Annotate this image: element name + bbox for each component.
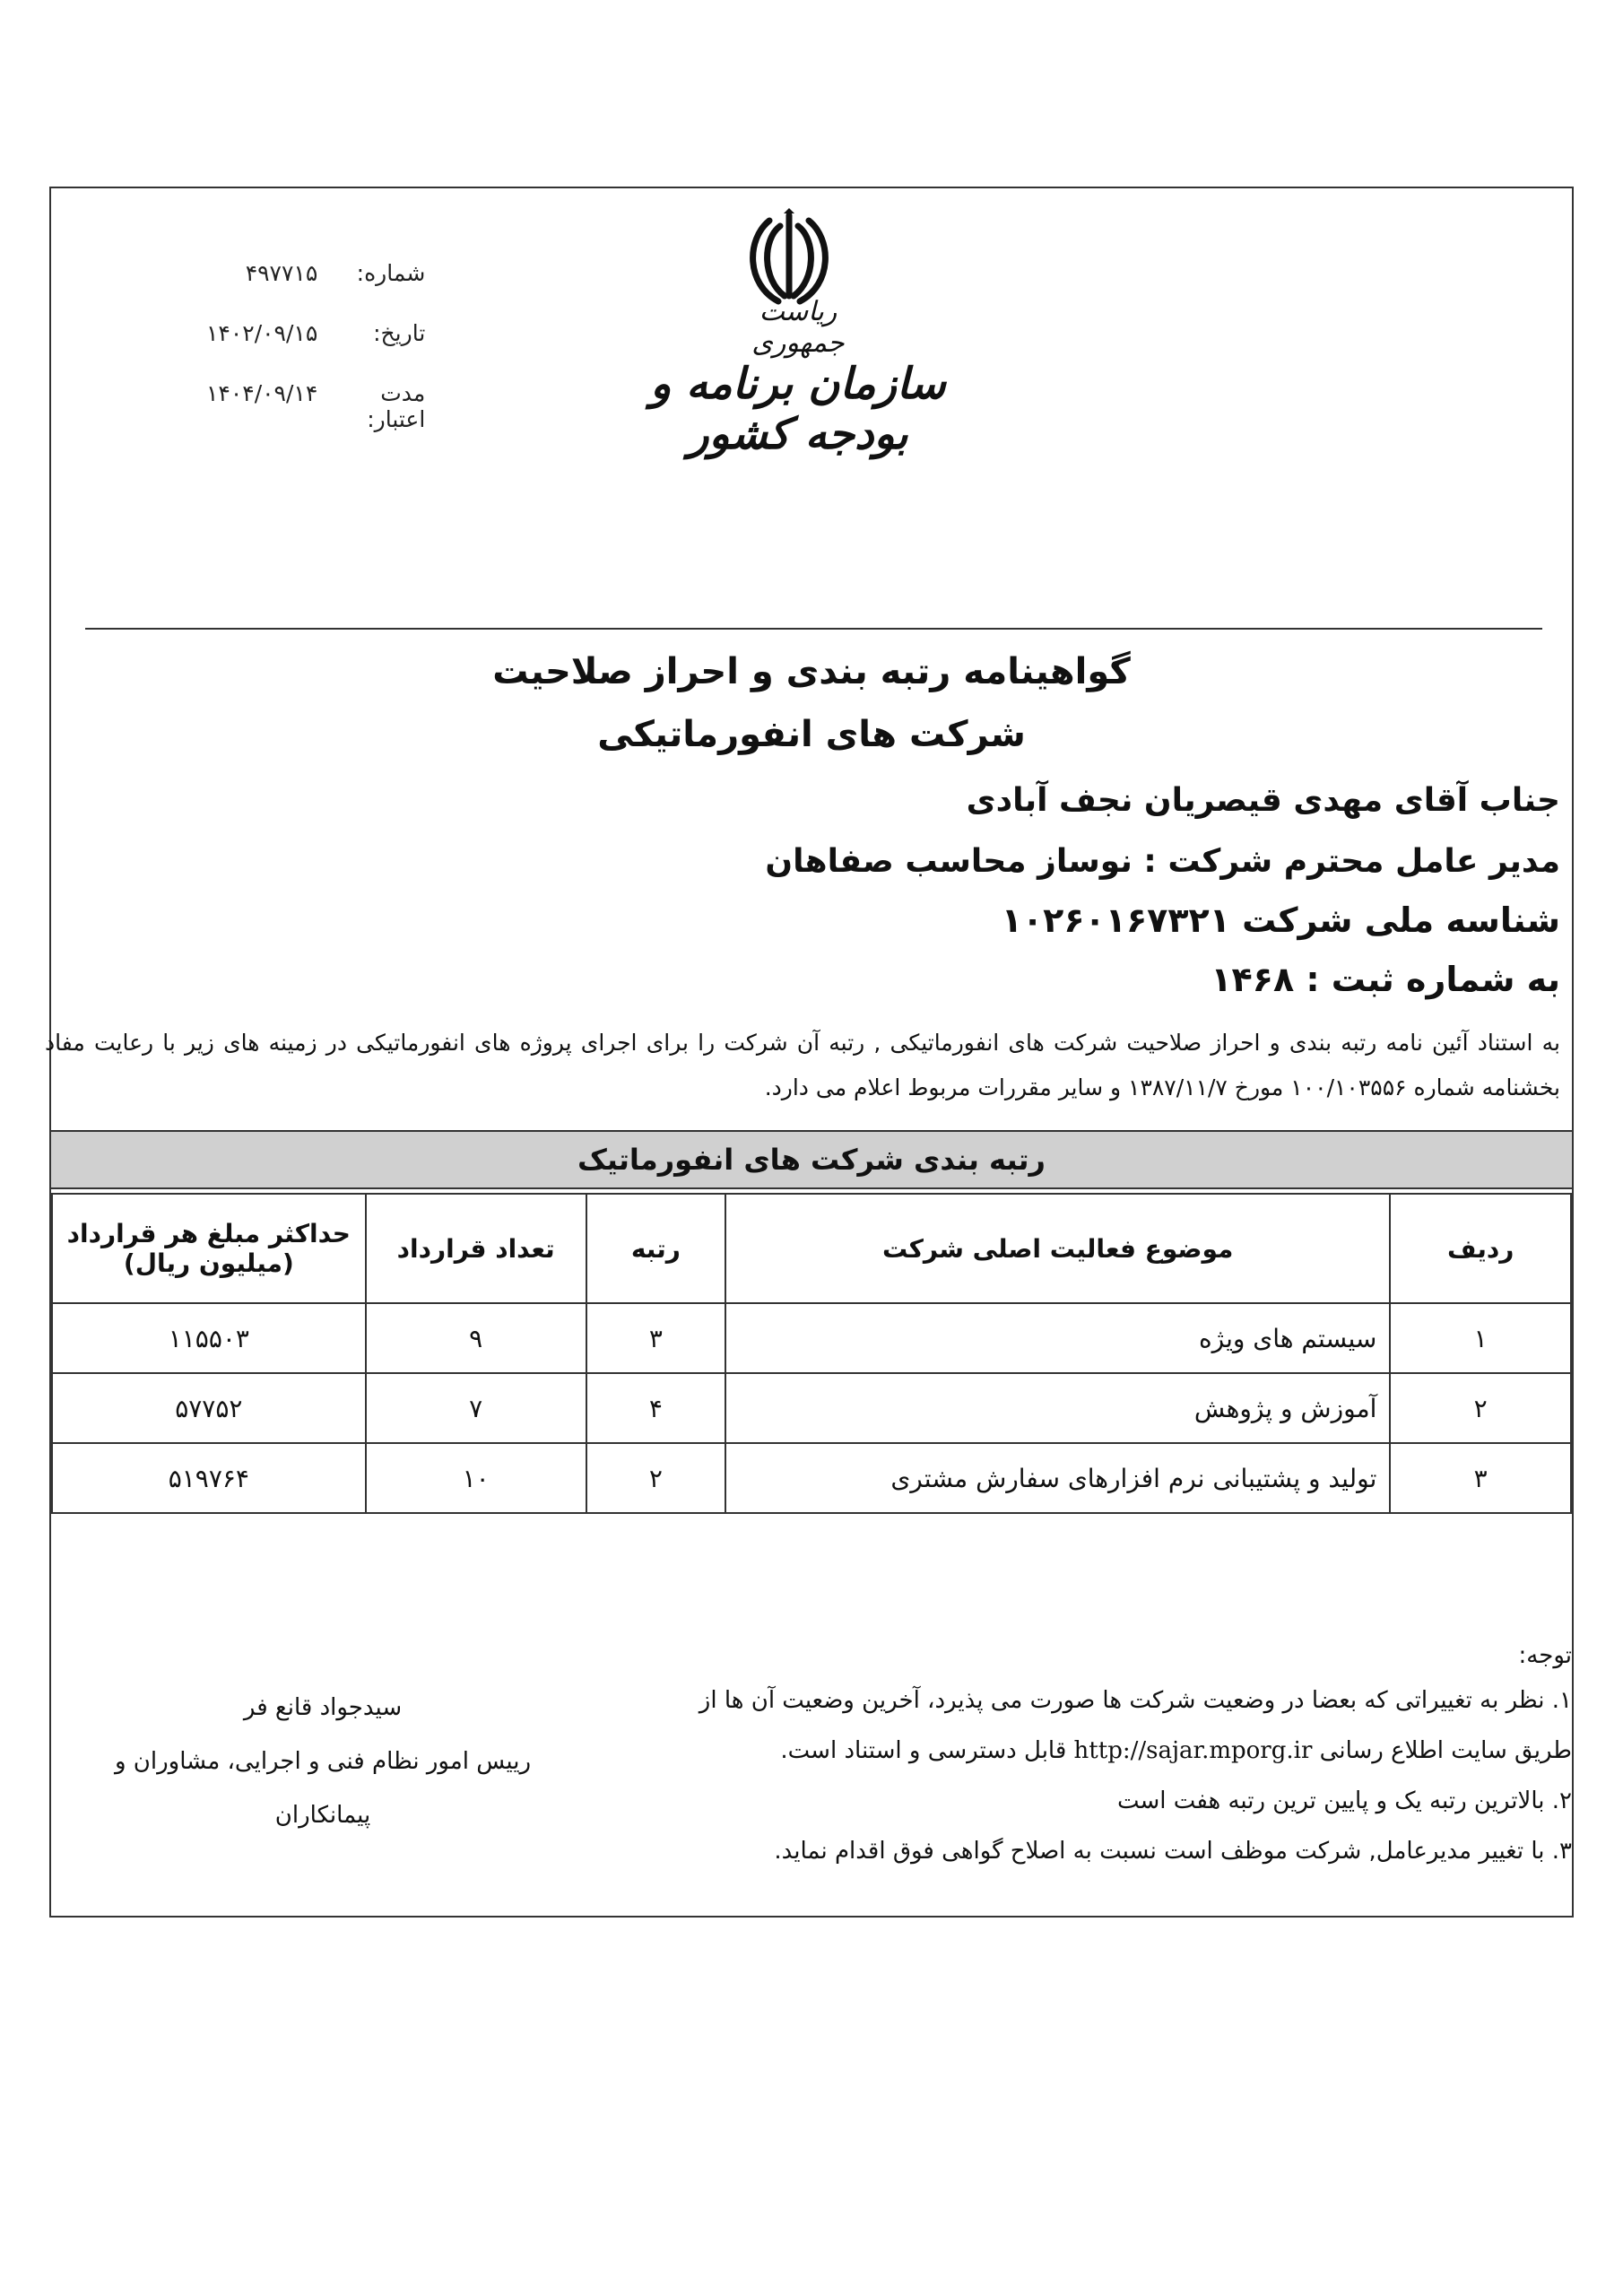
- cell-count: ۹: [366, 1303, 586, 1373]
- table-row: [52, 1443, 1571, 1513]
- cell-count: ۱۰: [366, 1443, 586, 1513]
- header-count: تعداد قرارداد: [366, 1194, 586, 1303]
- cell-topic: آموزش و پژوهش: [725, 1373, 1390, 1443]
- validity-value: ۱۴۰۴/۰۹/۱۴: [206, 380, 318, 406]
- signature-block: [90, 1681, 556, 1842]
- table-header-row: [52, 1194, 1571, 1303]
- cell-max-amount: ۵۷۷۵۲: [52, 1373, 366, 1443]
- org-title: سازمان برنامه و بودجه کشور: [650, 359, 946, 459]
- note-2: ۲. بالاترین رتبه یک و پایین ترین رتبه هفت است: [1116, 1787, 1572, 1814]
- cell-max-amount: ۵۱۹۷۶۴: [52, 1443, 366, 1513]
- body-paragraph: به استناد آئین نامه رتبه بندی و احراز صلاحیت شرکت های انفورماتیکی , رتبه آن شرکت را برای اجرای پروژه های انفورماتیکی در زمینه های زیر با رعایت مفاد بخشنامه شماره ۱۰۰/۱۰۳۵۵۶ مورخ ۱۳۸۷/۱۱/۷ و سایر مقررات مربوط اعلام می دارد.: [45, 1030, 1560, 1100]
- cell-topic: سیستم های ویژه: [725, 1303, 1390, 1373]
- signer-name: سیدجواد قانع فر: [243, 1694, 403, 1721]
- header-divider: [85, 628, 1542, 630]
- validity-row: [206, 380, 425, 432]
- number-label: شماره:: [356, 260, 426, 286]
- cell-max-amount: ۱۱۵۵۰۳: [52, 1303, 366, 1373]
- signer-title-2: پیمانکاران: [274, 1802, 371, 1829]
- cell-rank: ۲: [586, 1443, 725, 1513]
- company-name: مدیر عامل محترم شرکت : نوساز محاسب صفاهان: [765, 843, 1560, 880]
- notes-heading: توجه:: [1518, 1642, 1572, 1669]
- note-3: ۳. با تغییر مدیرعامل, شرکت موظف است نسبت به اصلاح گواهی فوق اقدام نماید.: [774, 1838, 1572, 1865]
- emblem-icon: [744, 208, 834, 307]
- header-max-amount: حداکثر مبلغ هر قرارداد (میلیون ریال): [52, 1194, 366, 1303]
- document-meta: [206, 260, 425, 466]
- ranking-table: [51, 1193, 1572, 1514]
- number-value: ۴۹۷۷۱۵: [245, 260, 318, 286]
- org-subtitle: ریاست جمهوری: [751, 296, 845, 359]
- date-value: ۱۴۰۲/۰۹/۱۵: [206, 320, 318, 346]
- note-1b: [586, 1726, 1572, 1776]
- notes-section: [586, 1631, 1572, 1876]
- cell-row-number: ۳: [1390, 1443, 1571, 1513]
- recipient-name: جناب آقای مهدی قیصریان نجف آبادی: [966, 782, 1560, 819]
- table-row: [52, 1373, 1571, 1443]
- registration-number: به شماره ثبت : ۱۴۶۸: [1211, 960, 1560, 999]
- note-1a: ۱. نظر به تغییراتی که بعضا در وضعیت شرکت ها صورت می پذیرد، آخرین وضعیت آن ها از: [699, 1687, 1572, 1714]
- cell-topic: تولید و پشتیبانی نرم افزارهای سفارش مشتری: [725, 1443, 1390, 1513]
- cell-row-number: ۱: [1390, 1303, 1571, 1373]
- portal-link[interactable]: http://sajar.mporg.ir: [1073, 1737, 1313, 1764]
- cell-count: ۷: [366, 1373, 586, 1443]
- date-label: تاریخ:: [373, 320, 426, 346]
- national-id: شناسه ملی شرکت ۱۰۲۶۰۱۶۷۳۲۱: [1001, 900, 1560, 940]
- note-1b-pre: طریق سایت اطلاع رسانی: [1319, 1737, 1572, 1764]
- date-row: [206, 320, 425, 346]
- cell-rank: ۴: [586, 1373, 725, 1443]
- certificate-subtitle: شرکت های انفورماتیکی: [597, 714, 1026, 755]
- header-rank: رتبه: [586, 1194, 725, 1303]
- header-topic: موضوع فعالیت اصلی شرکت: [725, 1194, 1390, 1303]
- signer-title-1: رییس امور نظام فنی و اجرایی، مشاوران و: [114, 1748, 532, 1775]
- note-1b-post: قابل دسترسی و استناد است.: [780, 1737, 1067, 1764]
- cell-rank: ۳: [586, 1303, 725, 1373]
- certificate-title: گواهینامه رتبه بندی و احراز صلاحیت: [492, 651, 1131, 692]
- table-row: [52, 1303, 1571, 1373]
- header-row-number: ردیف: [1390, 1194, 1571, 1303]
- table-title: رتبه بندی شرکت های انفورماتیک: [51, 1130, 1572, 1189]
- cell-row-number: ۲: [1390, 1373, 1571, 1443]
- validity-label: مدت اعتبار:: [367, 380, 426, 432]
- number-row: [206, 260, 425, 286]
